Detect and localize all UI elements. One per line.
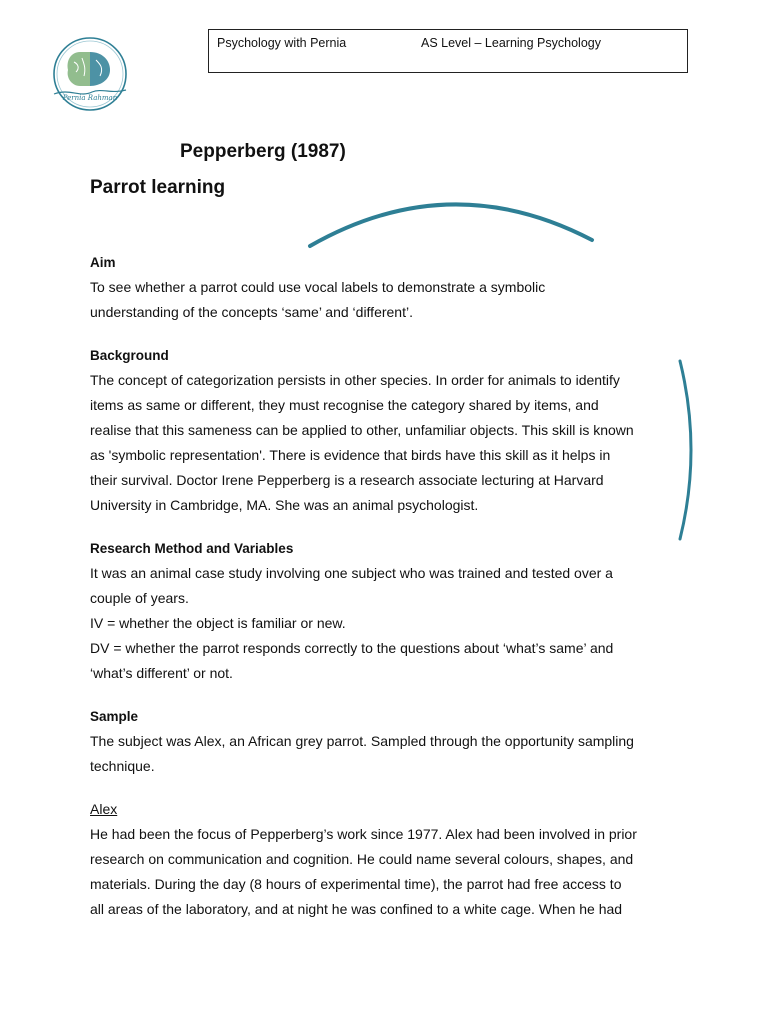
paragraph-line: He had been the focus of Pepperberg’s work since 1977. Alex had been involved in prior <box>90 826 637 842</box>
paragraph-line: technique. <box>90 758 155 774</box>
section-heading: Background <box>90 348 169 363</box>
paragraph-line: as 'symbolic representation'. There is evidence that birds have this skill as it helps in <box>90 447 611 463</box>
section-heading: Aim <box>90 255 116 270</box>
paragraph-line: DV = whether the parrot responds correctly to the questions about ‘what’s same’ and <box>90 640 614 656</box>
section-method <box>90 536 680 686</box>
page-subtitle: Parrot learning <box>90 177 226 198</box>
paragraph-line: all areas of the laboratory, and at night he was confined to a white cage. When he had <box>90 901 623 917</box>
paragraph-line: The subject was Alex, an African grey parrot. Sampled through the opportunity sampling <box>90 733 634 749</box>
paragraph-line: their survival. Doctor Irene Pepperberg is a research associate lecturing at Harvard <box>90 472 604 488</box>
section-aim <box>90 250 680 325</box>
paragraph-line: ‘what’s different’ or not. <box>90 665 233 681</box>
paragraph-line: realise that this sameness can be applied to other, unfamiliar objects. This skill is known <box>90 422 634 438</box>
paragraph-line: It was an animal case study involving one subject who was trained and tested over a <box>90 565 613 581</box>
logo-signature: Pernia Rahman <box>62 94 118 102</box>
paragraph-line: IV = whether the object is familiar or new. <box>90 615 346 631</box>
section-heading: Alex <box>90 801 118 817</box>
paragraph-line: University in Cambridge, MA. She was an animal psychologist. <box>90 497 479 513</box>
header-box <box>208 29 688 73</box>
brain-globe-logo-icon <box>40 34 140 120</box>
page-title: Pepperberg (1987) <box>180 141 346 162</box>
paragraph-line: research on communication and cognition. He could name several colours, shapes, and <box>90 851 634 867</box>
paragraph-line: The concept of categorization persists in other species. In order for animals to identify <box>90 372 620 388</box>
header-author: Psychology with Pernia <box>217 36 347 50</box>
paragraph-line: To see whether a parrot could use vocal labels to demonstrate a symbolic <box>90 279 546 295</box>
section-heading: Research Method and Variables <box>90 541 294 556</box>
section-alex <box>90 797 680 922</box>
header-course: AS Level – Learning Psychology <box>421 36 601 50</box>
paragraph-line: understanding of the concepts ‘same’ and ‘different’. <box>90 304 413 320</box>
document-body <box>90 250 680 940</box>
paragraph-line: materials. During the day (8 hours of experimental time), the parrot had free access to <box>90 876 622 892</box>
paragraph-line: items as same or different, they must recognise the category shared by items, and <box>90 397 599 413</box>
section-sample <box>90 704 680 779</box>
section-heading: Sample <box>90 709 139 724</box>
section-background <box>90 343 680 518</box>
paragraph-line: couple of years. <box>90 590 189 606</box>
decorative-arc <box>300 196 600 250</box>
